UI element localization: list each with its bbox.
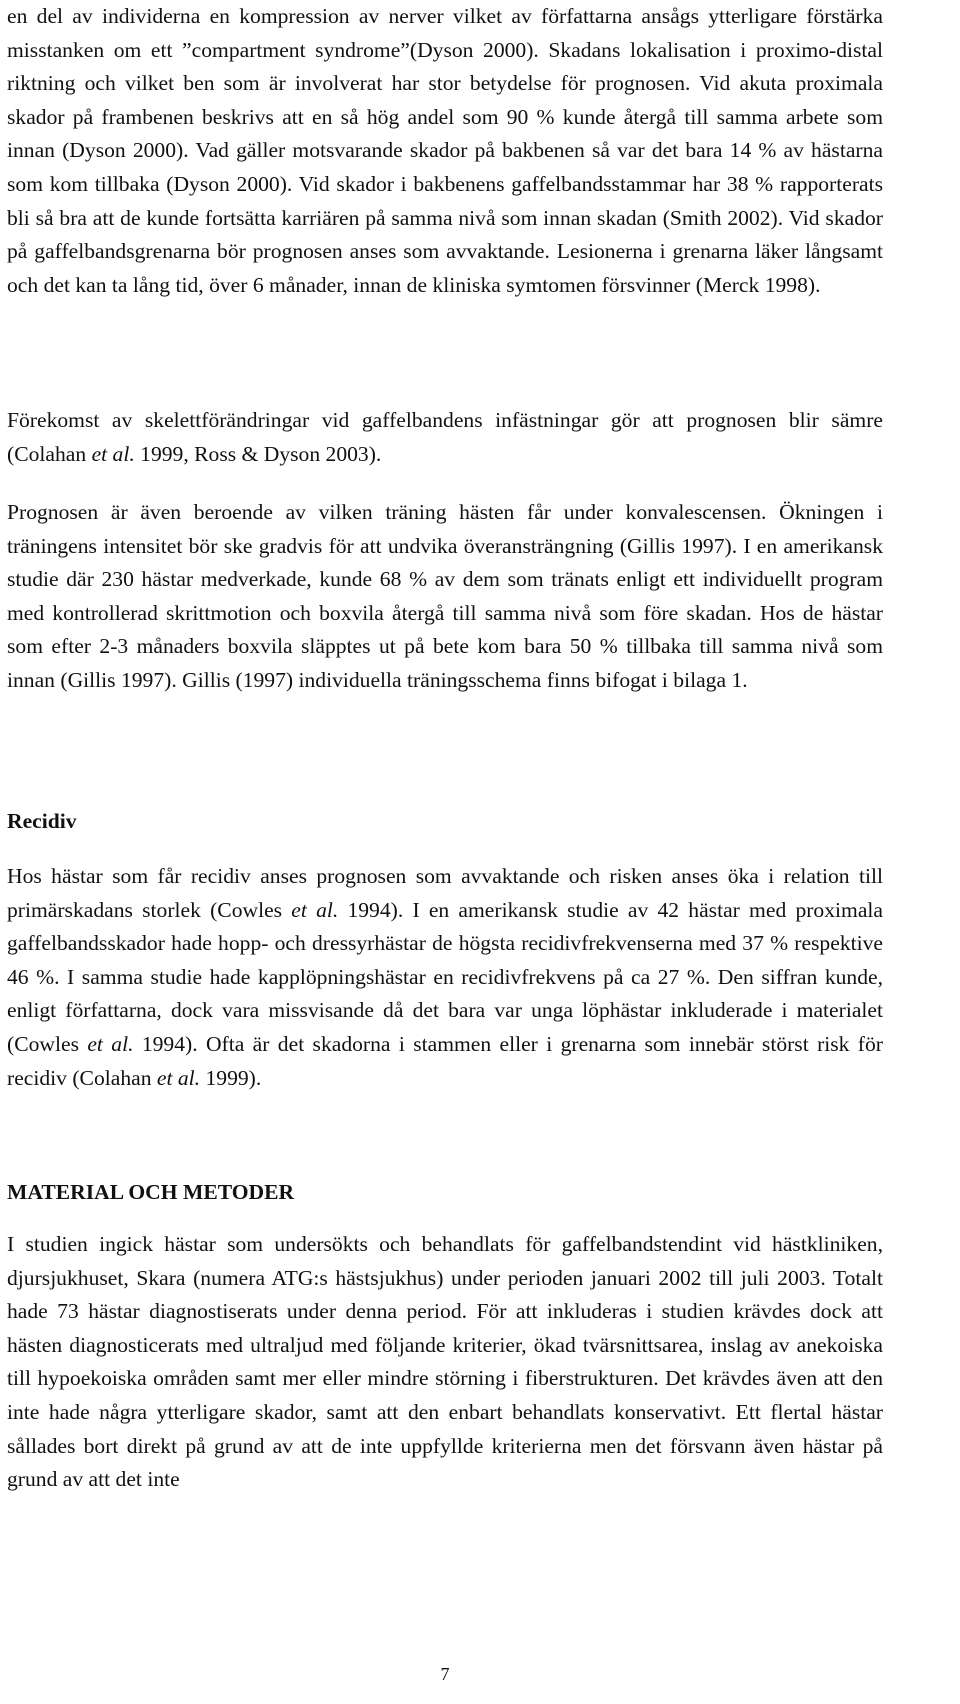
page-number: 7 [440,1664,450,1684]
paragraph-text: 1999). [200,1065,262,1090]
body-paragraph-recidiv [7,860,883,1095]
citation-et-al: et al. [87,1031,134,1056]
body-paragraph-prognosis: en del av individerna en kompression av nerver vilket av författarna ansågs ytterligare förstärka misstanken om ett ”compartment syndrome”(Dyson 2000). Skadans lokalisation i proximo-distal riktning och vilket ben som är involverat har stor betydelse för prognosen. Vid akuta proximala skador på frambenen beskrivs att en så hög andel som 90 % kunde återgå till samma arbete som innan (Dyson 2000). Vad gäller motsvarande skador på bakbenen så var det bara 14 % av hästarna som kom tillbaka (Dyson 2000). Vid skador i bakbenens gaffelbandsstammar har 38 % rapporterats bli så bra att de kunde fortsätta karriären på samma nivå som innan skadan (Smith 2002). Vid skador på gaffelbandsgrenarna bör prognosen anses som avvaktande. Lesionerna i grenarna läker långsamt och det kan ta lång tid, över 6 månader, innan de kliniska symtomen försvinner (Merck 1998). [7,4,883,297]
citation-et-al: et al. [91,441,135,466]
citation-et-al: et al. [291,897,339,922]
paragraph-text: Hos hästar som får recidiv anses prognosen som avvaktande och risken anses öka i relation till primärskadans storlek (Cowles [7,864,883,922]
paragraph-text: Förekomst av skelettförändringar vid gaffelbandens infästningar gör att prognosen blir sämre (Colahan [7,408,883,466]
section-heading-material-och-metoder: MATERIAL OCH METODER [7,1180,295,1204]
body-paragraph-skeletal-changes [7,404,883,471]
paragraph-text: 1994). I en amerikansk studie av 42 hästar med proximala gaffelbandsskador hade hopp- och dressyrhästar de högsta recidivfrekvenserna med 37 % respektive 46 %. I samma studie hade kapplöpningshästar en recidivfrekvens på ca 27 %. Den siffran kunde, enligt författarna, dock vara missvisande då det bara var unga löphästar inkluderade i materialet (Cowles [7,897,883,1056]
paragraph-text: 1994). Ofta är det skadorna i stammen eller i grenarna som innebär störst risk för recidiv (Colahan [7,1031,883,1090]
citation-et-al: et al. [156,1065,201,1090]
section-heading-recidiv: Recidiv [7,809,77,833]
paragraph-text: 1999, Ross & Dyson 2003). [134,441,382,466]
body-paragraph-material: I studien ingick hästar som undersökts och behandlats för gaffelbandstendint vid hästkliniken, djursjukhuset, Skara (numera ATG:s hästsjukhus) under perioden januari 2002 till juli 2003. Totalt hade 73 hästar diagnostiserats under denna period. För att inkluderas i studien krävdes dock att hästen diagnosticerats med ultraljud med följande kriterier, ökad tvärsnittsarea, inslag av anekoiska till hypoekoiska områden samt mer eller mindre störning i fiberstrukturen. Det krävdes även att den inte hade några ytterligare skador, samt att den enbart behandlats konservativt. Ett flertal hästar sållades bort direkt på grund av att de inte uppfyllde kriterierna men det försvann även hästar på grund av att det inte [7,1232,883,1492]
body-paragraph-training: Prognosen är även beroende av vilken träning hästen får under konvalescensen. Ökningen i träningens intensitet bör ske gradvis för att undvika överansträngning (Gillis 1997). I en amerikansk studie där 230 hästar medverkade, kunde 68 % av dem som tränats enligt ett individuellt program med kontrollerad skrittmotion och boxvila återgå till samma nivå som före skadan. Hos de hästar som efter 2-3 månaders boxvila släpptes ut på bete kom bara 50 % tillbaka till samma nivå som innan (Gillis 1997). Gillis (1997) individuella träningsschema finns bifogat i bilaga 1. [7,500,883,692]
